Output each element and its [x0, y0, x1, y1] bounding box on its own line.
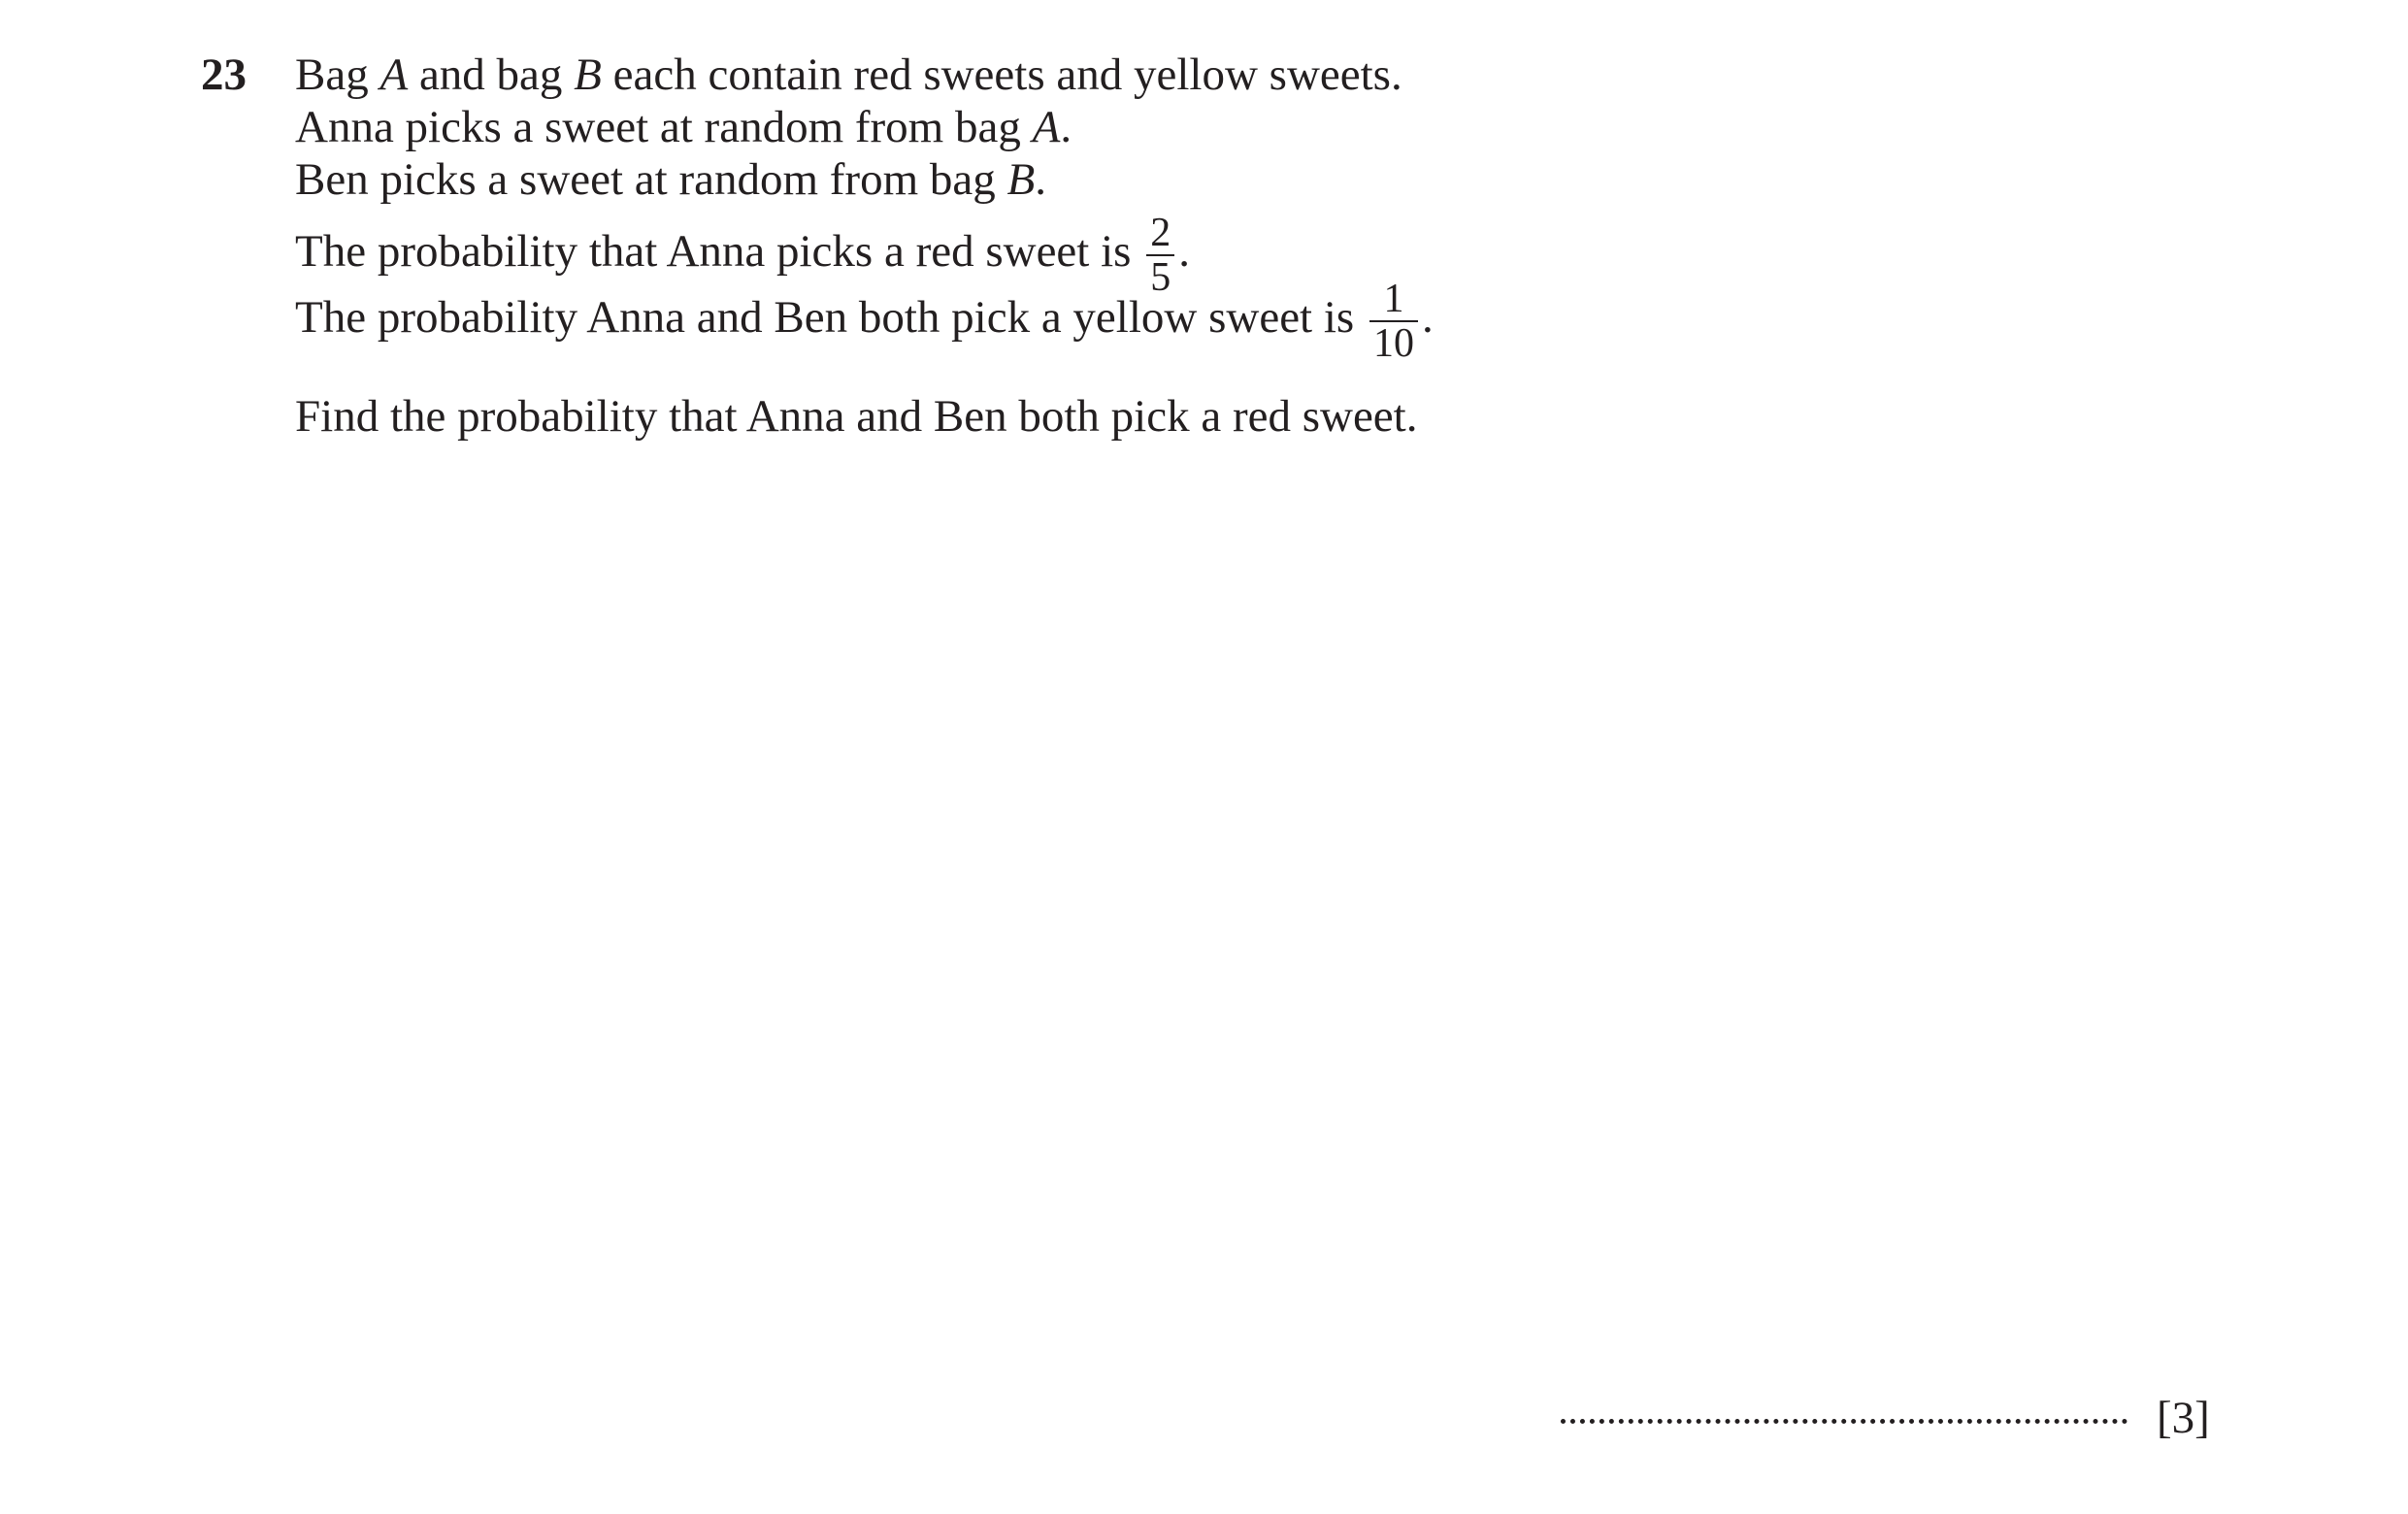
- fraction-one-tenth: $\frac{1}{10}$: [1369, 278, 1418, 365]
- statement-line-1: Bag A and bag B each contain red sweets and yellow sweets.: [295, 49, 1402, 100]
- variable-bag-b: B: [1006, 154, 1036, 205]
- variable-bag-a: A: [1032, 102, 1061, 152]
- fraction-two-fifths: $\frac{2}{5}$: [1146, 212, 1174, 299]
- marks-label: [3]: [2157, 1393, 2210, 1443]
- variable-bag-a: A: [379, 49, 409, 100]
- statement-line-2: Anna picks a sweet at random from bag A.: [295, 102, 1072, 152]
- statement-line-4: The probability that Anna picks a red sweet is $\frac{2}{5}$ .: [295, 211, 1190, 300]
- answer-line[interactable]: [1561, 1380, 2128, 1424]
- statement-line-5: The probability Anna and Ben both pick a yellow sweet is $\frac{1}{10}$ .: [295, 277, 1434, 366]
- statement-line-3: Ben picks a sweet at random from bag B.: [295, 154, 1046, 205]
- question-number: 23: [201, 49, 247, 100]
- instruction-line: Find the probability that Anna and Ben both pick a red sweet.: [295, 391, 1418, 442]
- variable-bag-b: B: [574, 49, 602, 100]
